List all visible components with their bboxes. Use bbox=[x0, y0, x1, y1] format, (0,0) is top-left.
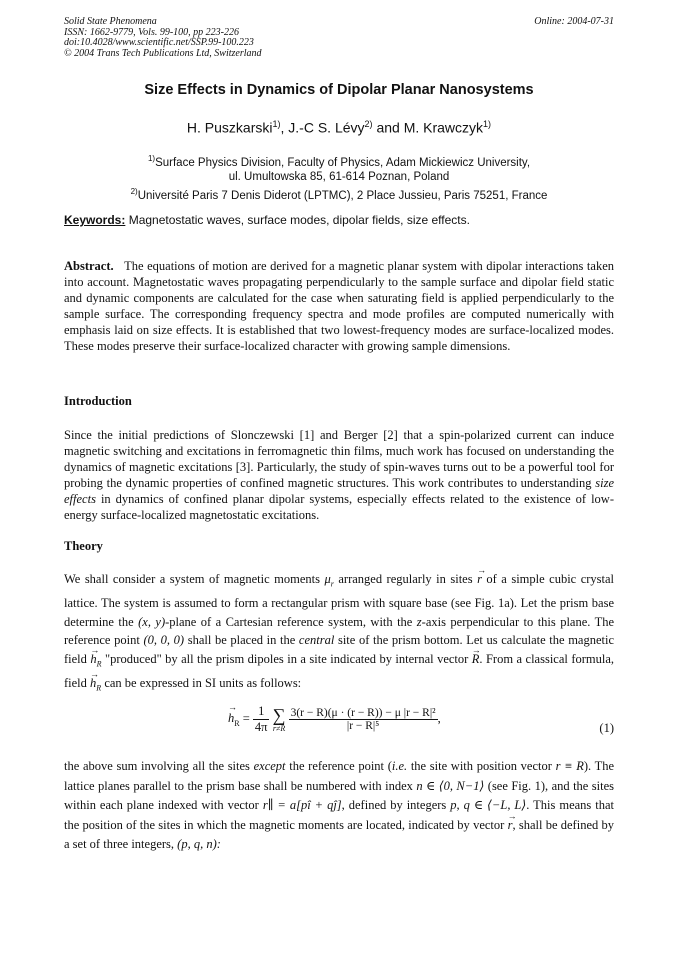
keywords-label: Keywords: bbox=[64, 213, 126, 227]
h-field-symbol bbox=[90, 676, 101, 690]
paper-title: Size Effects in Dynamics of Dipolar Planar Nanosystems bbox=[144, 82, 534, 98]
abstract-label: Abstract. bbox=[64, 259, 114, 273]
author-3-affil: 1) bbox=[483, 119, 492, 129]
z-axis: z bbox=[416, 614, 422, 629]
eq-lhs: → h bbox=[228, 711, 234, 726]
n-range: n ∈ ⟨0, N−1⟩ bbox=[416, 778, 485, 793]
r-equals-R: r ≡ R bbox=[555, 759, 584, 773]
h-subscript: R bbox=[96, 659, 102, 668]
keywords bbox=[64, 213, 470, 227]
eq-prefactor-num: 1 bbox=[253, 704, 270, 720]
authors bbox=[0, 119, 678, 136]
after-eq-text: the above sum involving all the sites bbox=[64, 759, 250, 773]
author-3: and M. Krawczyk bbox=[372, 119, 484, 136]
theory-paragraph bbox=[64, 570, 614, 698]
after-eq-text: , defined by integers bbox=[341, 798, 447, 812]
intro-text-b: in dynamics of confined planar dipolar systems, especially effects related to the existence of low-energy surface-localized magnetostatic excitations. bbox=[64, 492, 614, 522]
eq-equals: = bbox=[242, 711, 250, 726]
theory-text: can be expressed in SI units as follows: bbox=[104, 675, 302, 690]
issn: ISSN: 1662-9779, Vols. 99-100, pp 223-226 bbox=[64, 26, 239, 38]
theory-text: . From a classical formula, field bbox=[64, 651, 615, 690]
equation-number: (1) bbox=[599, 721, 614, 735]
mu-symbol bbox=[324, 572, 334, 589]
after-eq-text: . This means that the position of the sites in which the magnetic moments are located, indicated by vector bbox=[64, 798, 614, 832]
h-glyph: → h bbox=[90, 650, 96, 669]
equation-1 bbox=[228, 704, 441, 735]
mu-glyph: μ bbox=[324, 572, 331, 586]
eq-sum-symbol: ∑ bbox=[272, 705, 286, 725]
journal-name: Solid State Phenomena bbox=[64, 16, 157, 27]
copyright: © 2004 Trans Tech Publications Ltd, Switzerland bbox=[64, 47, 262, 59]
eq-prefactor bbox=[253, 704, 270, 735]
affil-1-marker: 1) bbox=[147, 154, 156, 163]
eq-sum-subscript: r≠R bbox=[272, 724, 286, 733]
section-heading-introduction: Introduction bbox=[64, 394, 132, 408]
ie-abbrev: i.e. bbox=[391, 759, 408, 773]
running-header bbox=[64, 17, 262, 59]
theory-text: We shall consider a system of magnetic moments bbox=[64, 572, 320, 586]
theory-text: -axis perpendicular to this plane. The reference point bbox=[64, 614, 615, 647]
h-subscript: R bbox=[96, 683, 102, 692]
reference-point: (0, 0, 0) bbox=[143, 633, 185, 647]
h-glyph: → h bbox=[90, 674, 96, 693]
theory-text: -plane of a Cartesian reference system, with the bbox=[165, 614, 413, 629]
doi: doi:10.4028/www.scientific.net/SSP.99-100.223 bbox=[64, 37, 254, 48]
eq-denominator: |r − R|⁵ bbox=[346, 720, 380, 732]
eq-prefactor-den: 4π bbox=[254, 720, 268, 734]
theory-text: "produced" by all the prism dipoles in a site indicated by internal vector bbox=[104, 651, 469, 666]
affil-1-line2: ul. Umultowska 85, 61-614 Poznan, Poland bbox=[228, 171, 450, 184]
mu-subscript: r bbox=[330, 579, 334, 589]
xy-plane: (x, y) bbox=[138, 614, 166, 629]
central-emphasis: central bbox=[298, 633, 335, 647]
r-vector: → r bbox=[477, 570, 482, 589]
R-vector: → R bbox=[472, 650, 480, 669]
eq-comma: , bbox=[437, 711, 441, 726]
except-emphasis: except bbox=[253, 759, 286, 773]
h-field-symbol bbox=[90, 652, 101, 666]
intro-text-a: Since the initial predictions of Slonczewski [1] and Berger [2] that a spin-polarized current can induce magnetic switching and excitations in ferromagnetic thin films, much work has focused on understanding the dynamics of magnetic excitations [3]. Particularly, the study of spin-waves turns out to be a powerful tool for probing the dynamic properties of confined magnetic structures. This work contributes to understanding bbox=[64, 428, 614, 490]
affiliations bbox=[0, 152, 678, 203]
author-1-affil: 1) bbox=[272, 119, 281, 129]
r-vector: → r bbox=[508, 816, 513, 836]
eq-sum bbox=[273, 706, 286, 733]
online-date: Online: 2004-07-31 bbox=[534, 16, 614, 27]
abstract bbox=[64, 258, 614, 354]
intro-emphasis: size effects bbox=[64, 476, 614, 506]
keywords-text: Magnetostatic waves, surface modes, dipolar fields, size effects. bbox=[125, 213, 470, 227]
author-2: , J.-C S. Lévy bbox=[280, 119, 365, 136]
theory-text: site of the prism bottom. Let us calculate the magnetic field bbox=[64, 633, 615, 666]
after-eq-text: , shall be defined by a set of three integers, bbox=[64, 817, 615, 851]
r-parallel: r∥ = a[pî + qĵ] bbox=[262, 798, 342, 812]
pq-range: p, q ∈ ⟨−L, L⟩ bbox=[450, 798, 527, 812]
theory-text: of a simple cubic crystal lattice. The system is assumed to form a rectangular prism with square base (see Fig. 1a). Let the prism base determine the bbox=[64, 572, 615, 629]
after-eq-text: (see Fig. 1), and the sites within each plane indexed with vector bbox=[64, 778, 615, 812]
theory-text: arranged regularly in sites bbox=[338, 572, 473, 586]
introduction-paragraph bbox=[64, 427, 614, 523]
affil-2-line: Université Paris 7 Denis Diderot (LPTMC), 2 Place Jussieu, Paris 75251, France bbox=[137, 189, 548, 202]
theory-text: shall be placed in the bbox=[187, 633, 296, 647]
abstract-text: The equations of motion are derived for a magnetic planar system with dipolar interactions taken into account. Magnetostatic waves propagating perpendicularly to the sample surface and dipolar field static and dynamic components are calculated for the case when saturating field is applied perpendicularly to the sample surface. The corresponding frequency spectra and mode profiles are computed numerically with emphasis laid on size effects. It is established that two lowest-frequency modes are surface-localized modes. These modes preserve their surface-localized character with growing sample dimensions. bbox=[64, 259, 614, 353]
integer-triple: (p, q, n): bbox=[177, 837, 221, 851]
author-2-affil: 2) bbox=[364, 119, 373, 129]
author-1: H. Puszkarski bbox=[186, 119, 273, 136]
eq-main-fraction bbox=[289, 707, 438, 732]
after-eq-text: the site with position vector bbox=[410, 759, 552, 773]
affil-1-line1: Surface Physics Division, Faculty of Physics, Adam Mickiewicz University, bbox=[155, 156, 531, 169]
eq-lhs-subscript: R bbox=[234, 718, 240, 728]
after-eq-text: the reference point ( bbox=[289, 759, 392, 773]
after-eq-text: ). The lattice planes parallel to the prism base shall be numbered with index bbox=[64, 759, 615, 793]
affil-2-marker: 2) bbox=[130, 186, 138, 196]
eq-numerator: 3(r − R)(μ · (r − R)) − μ |r − R|² bbox=[290, 707, 436, 719]
after-equation-paragraph bbox=[64, 757, 614, 855]
section-heading-theory: Theory bbox=[64, 539, 103, 553]
